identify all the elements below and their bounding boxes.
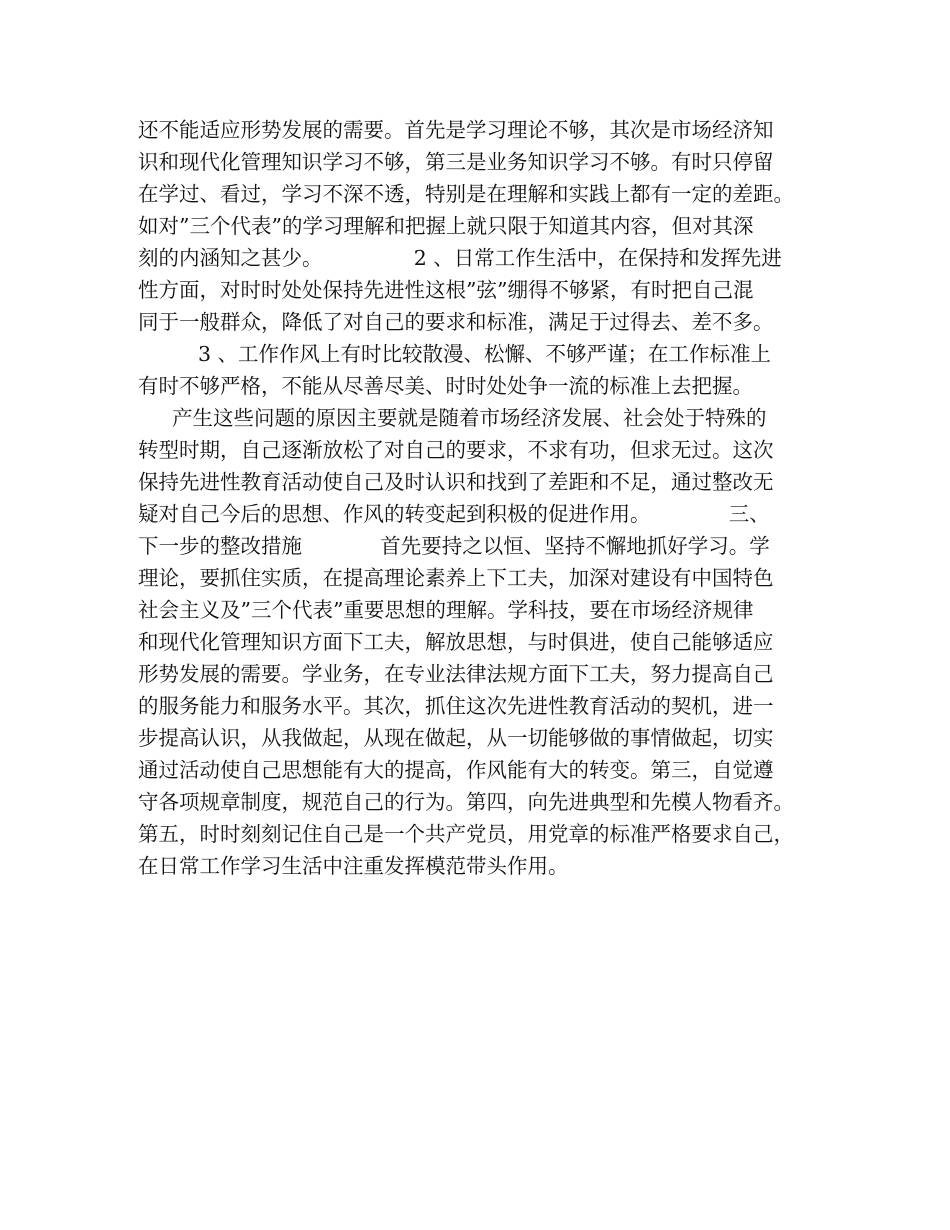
text-line: 通过活动使自己思想能有大的提高，作风能有大的转变。第三，自觉遵 (138, 758, 774, 782)
text-line: 在学过、看过，学习不深不透，特别是在理解和实践上都有一定的差距。 (138, 182, 794, 206)
text-line: 性方面，对时时处处保持先进性这根”弦”绷得不够紧，有时把自己混 (138, 278, 754, 302)
text-line: 同于一般群众，降低了对自己的要求和标准，满足于过得去、差不多。 (138, 310, 774, 334)
text-line: 第五，时时刻刻记住自己是一个共产党员，用党章的标准严格要求自己， (138, 822, 794, 846)
text-line: 步提高认识，从我做起，从现在做起，从一切能够做的事情做起，切实 (138, 726, 774, 750)
text-line: 还不能适应形势发展的需要。首先是学习理论不够，其次是市场经济知 (138, 118, 774, 142)
text-line: 转型时期，自己逐渐放松了对自己的要求，不求有功，但求无过。这次 (138, 438, 774, 462)
text-line: 疑对自己今后的思想、作风的转变起到积极的促进作用。 三、 (138, 502, 770, 526)
text-line: 守各项规章制度，规范自己的行为。第四，向先进典型和先模人物看齐。 (138, 790, 794, 814)
text-line: 产生这些问题的原因主要就是随着市场经济发展、社会处于特殊的 (172, 406, 767, 430)
text-line: 理论，要抓住实质，在提高理论素养上下工夫，加深对建设有中国特色 (138, 566, 774, 590)
text-line: 保持先进性教育活动使自己及时认识和找到了差距和不足，通过整改无 (138, 470, 774, 494)
text-line: 下一步的整改措施 首先要持之以恒、坚持不懈地抓好学习。学 (138, 534, 770, 558)
text-line: 的服务能力和服务水平。其次，抓住这次先进性教育活动的契机，进一 (138, 694, 774, 718)
text-line: 有时不够严格，不能从尽善尽美、时时处处争一流的标准上去把握。 (138, 374, 753, 398)
text-line: 和现代化管理知识方面下工夫，解放思想，与时俱进，使自己能够适应 (138, 630, 774, 654)
text-line: 识和现代化管理知识学习不够，第三是业务知识学习不够。有时只停留 (138, 150, 774, 174)
text-line: 3 、工作作风上有时比较散漫、松懈、不够严谨；在工作标准上 (198, 342, 772, 366)
text-line: 形势发展的需要。学业务，在专业法律法规方面下工夫，努力提高自己 (138, 662, 774, 686)
text-line: 在日常工作学习生活中注重发挥模范带头作用。 (138, 854, 569, 878)
document-body (138, 114, 828, 882)
text-line: 社会主义及”三个代表”重要思想的理解。学科技，要在市场经济规律 (138, 598, 754, 622)
text-line: 如对”三个代表”的学习理解和把握上就只限于知道其内容，但对其深 (138, 214, 754, 238)
text-line: 刻的内涵知之甚少。 2 、日常工作生活中，在保持和发挥先进 (138, 246, 782, 270)
